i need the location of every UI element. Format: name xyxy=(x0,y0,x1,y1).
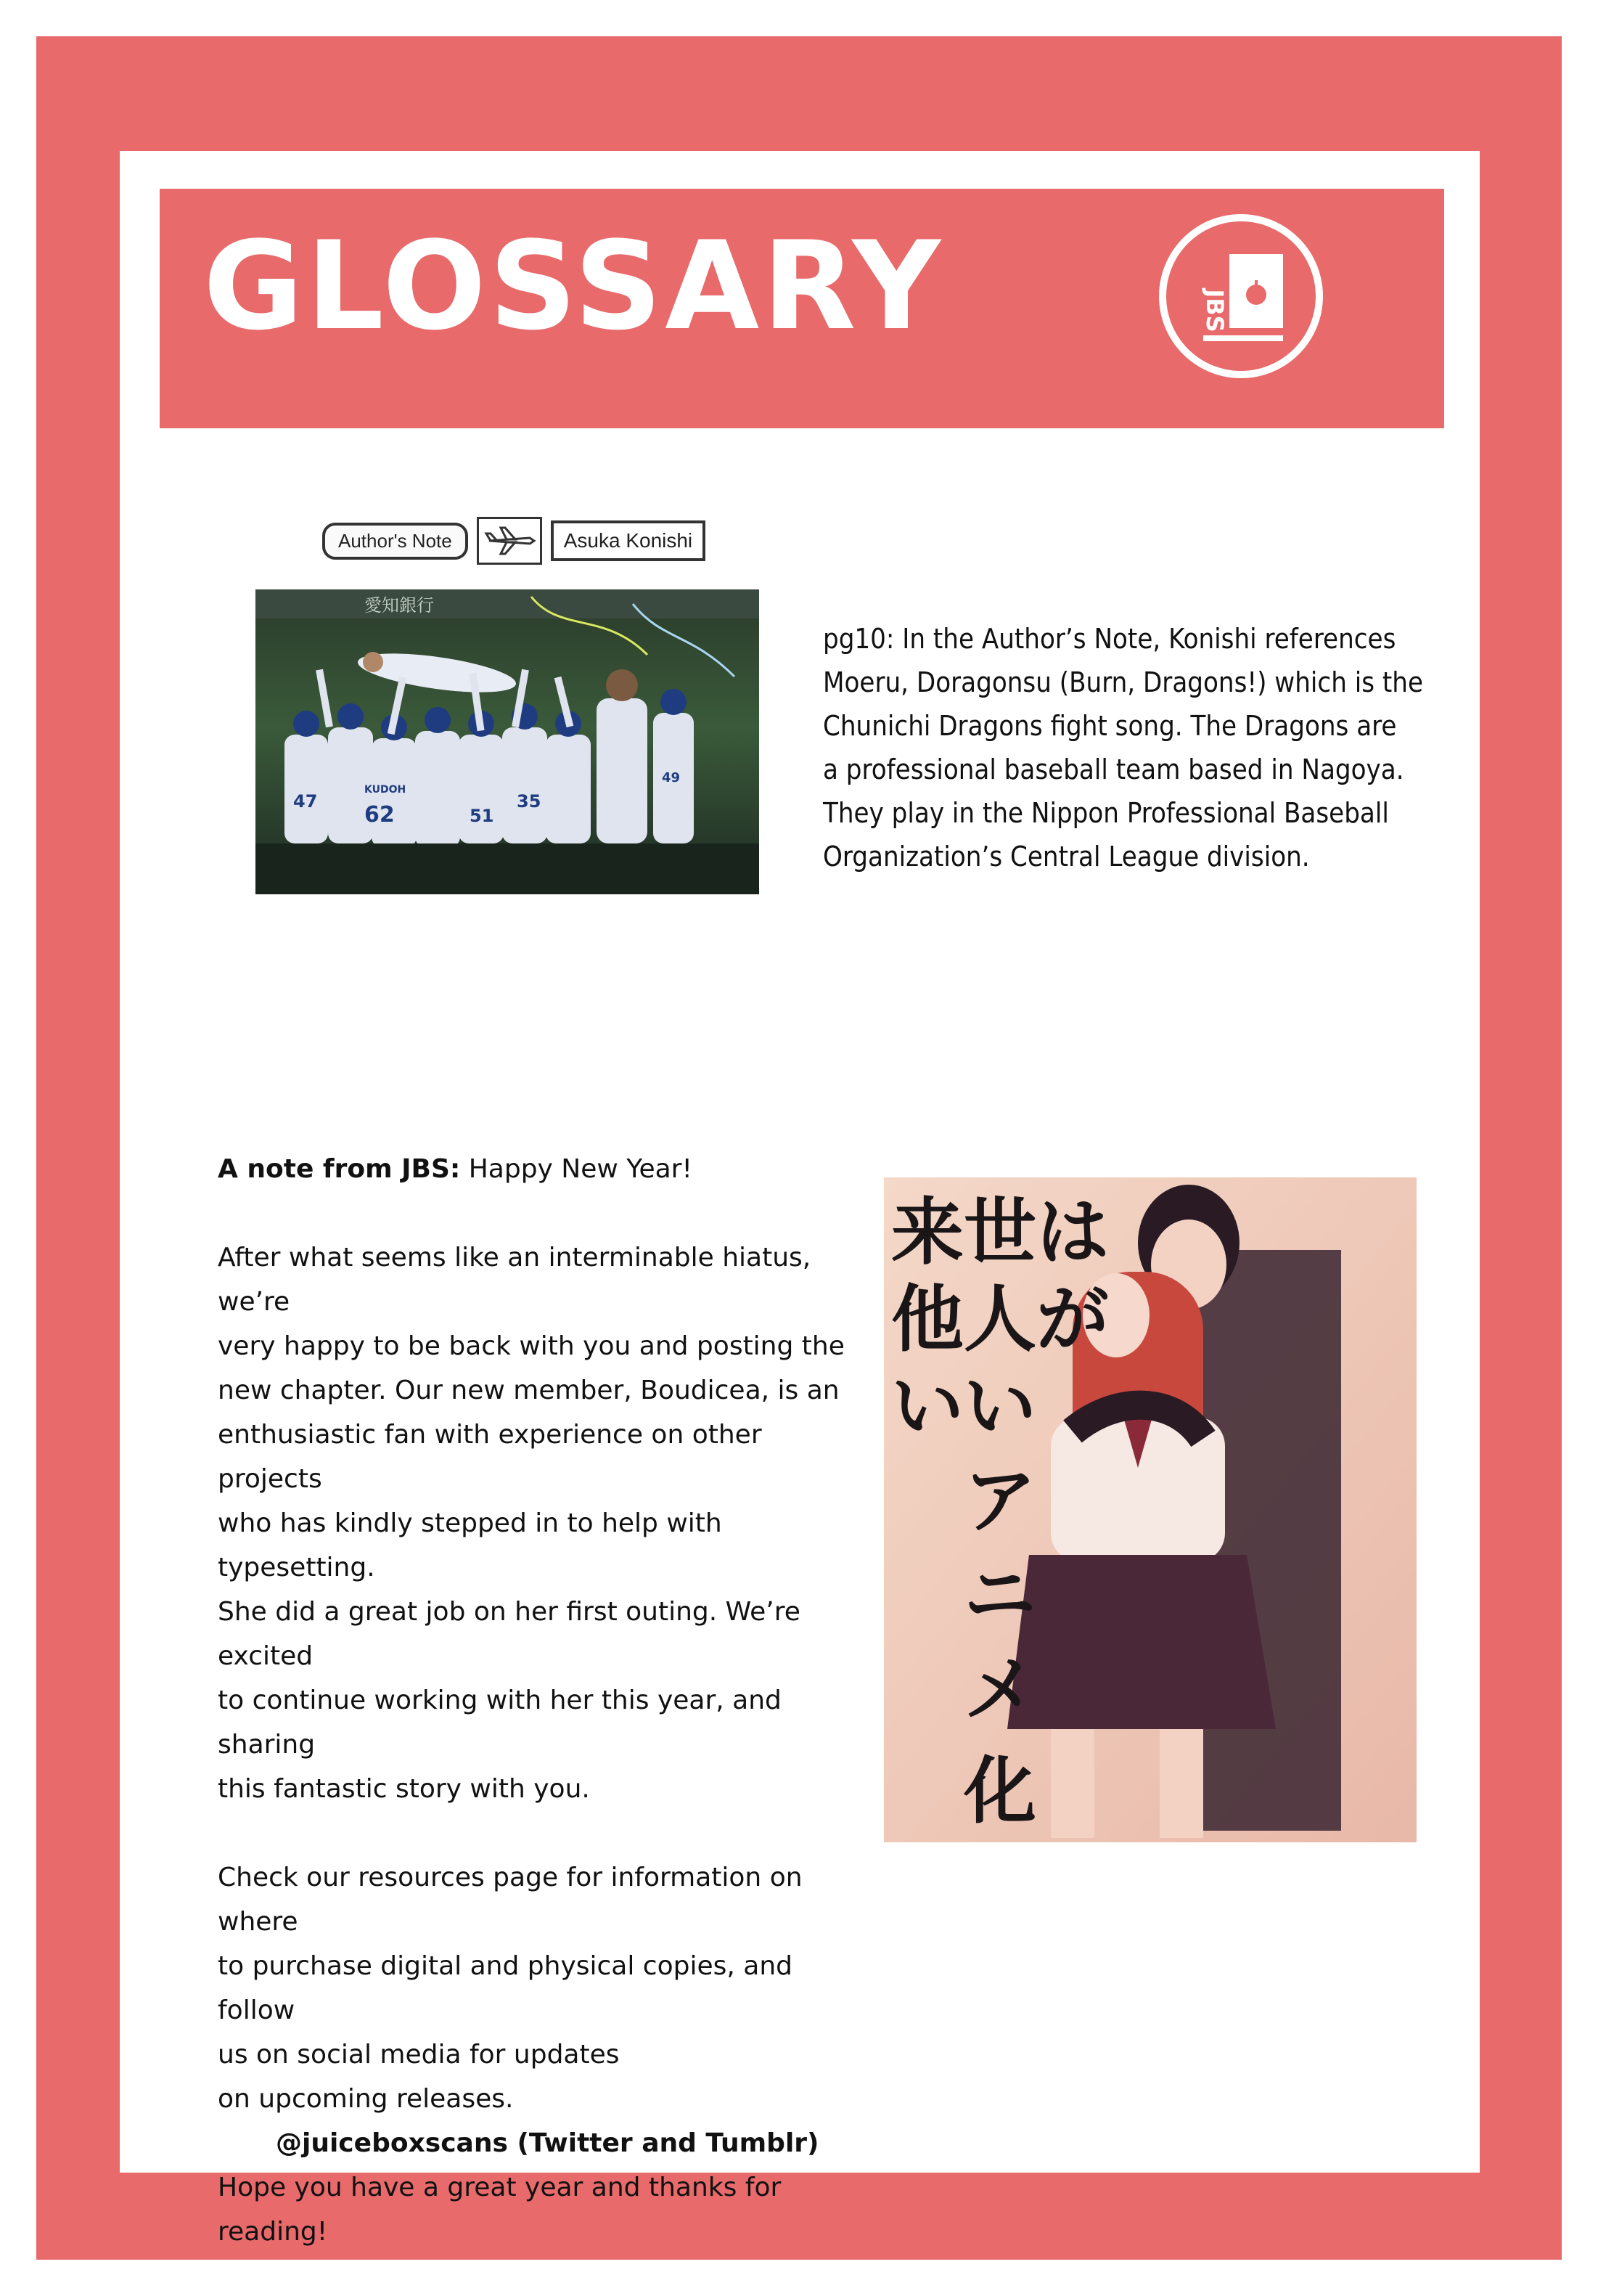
glossary-line: Organization’s Central League division. xyxy=(823,841,1310,873)
note-line: She did a great job on her first outing. We’re excited xyxy=(218,1597,800,1671)
note-line: After what seems like an interminable hiatus, we’re xyxy=(218,1243,811,1317)
jersey-number: 47 xyxy=(293,791,318,812)
authors-note-label: Author's Note xyxy=(322,523,468,560)
airplane-icon xyxy=(477,517,542,565)
cover-title-char: 人 xyxy=(964,1277,1036,1362)
glossary-entry-pg10 xyxy=(823,617,1447,878)
cover-title-char: は xyxy=(1036,1190,1109,1275)
jbs-note-heading: A note from JBS: xyxy=(218,1154,461,1184)
closing-line: Hope you have a great year and thanks for reading! xyxy=(218,2173,782,2247)
cover-title-char: 来 xyxy=(891,1190,964,1275)
baseball-team-photo xyxy=(255,589,759,894)
jbs-note xyxy=(218,1147,871,2254)
author-name: Asuka Konishi xyxy=(551,520,705,561)
glossary-line: They play in the Nippon Professional Baseball xyxy=(823,797,1389,829)
cover-title-char: 世 xyxy=(964,1190,1036,1275)
cover-title-char: 他 xyxy=(891,1277,964,1362)
jersey-number: 35 xyxy=(517,791,541,812)
social-handle: @juiceboxscans (Twitter and Tumblr) xyxy=(276,2128,819,2158)
jersey-number: 51 xyxy=(470,806,494,826)
glossary-line: Chunichi Dragons fight song. The Dragons are xyxy=(823,710,1397,742)
manga-cover-image xyxy=(884,1177,1417,1842)
cover-title-char: い xyxy=(964,1364,1036,1449)
jersey-number: 49 xyxy=(662,770,681,785)
photo-sign-text: 愛知銀行 xyxy=(364,595,434,616)
jersey-name: KUDOH xyxy=(364,784,406,796)
note-line: us on social media for updates xyxy=(218,2040,620,2070)
note-line: new chapter. Our new member, Boudicea, is an xyxy=(218,1376,840,1405)
glossary-line: Moeru, Doragonsu (Burn, Dragons!) which is the xyxy=(823,666,1424,698)
jersey-number: 62 xyxy=(364,802,395,828)
jbs-note-heading-line xyxy=(218,1147,871,1191)
logo-text: JBS xyxy=(1201,289,1229,332)
cover-title-char: メ xyxy=(964,1647,1036,1732)
authors-note-tag xyxy=(322,517,705,565)
note-line: who has kindly stepped in to help with typesetting. xyxy=(218,1508,722,1582)
glossary-line: pg10: In the Author’s Note, Konishi references xyxy=(823,623,1396,655)
note-line: to purchase digital and physical copies, and follow xyxy=(218,1951,792,2025)
note-line: on upcoming releases. xyxy=(218,2084,514,2114)
note-line: to continue working with her this year, and sharing xyxy=(218,1686,782,1760)
cover-title-char: い xyxy=(891,1364,964,1449)
note-line: this fantastic story with you. xyxy=(218,1774,590,1804)
cover-title-char: ニ xyxy=(964,1553,1036,1638)
glossary-line: a professional baseball team based in Nagoya. xyxy=(823,753,1404,785)
cover-title-char: ア xyxy=(964,1458,1036,1543)
cover-title-char: 化 xyxy=(964,1749,1036,1834)
note-line: enthusiastic fan with experience on other projects xyxy=(218,1420,762,1494)
note-line: very happy to be back with you and posting the xyxy=(218,1331,845,1361)
jbs-logo xyxy=(1155,211,1327,382)
note-line: Check our resources page for information on where xyxy=(218,1863,803,1937)
page-title: GLOSSARY xyxy=(203,215,944,357)
jbs-note-greeting: Happy New Year! xyxy=(460,1154,692,1184)
cover-title-char: が xyxy=(1036,1277,1109,1362)
